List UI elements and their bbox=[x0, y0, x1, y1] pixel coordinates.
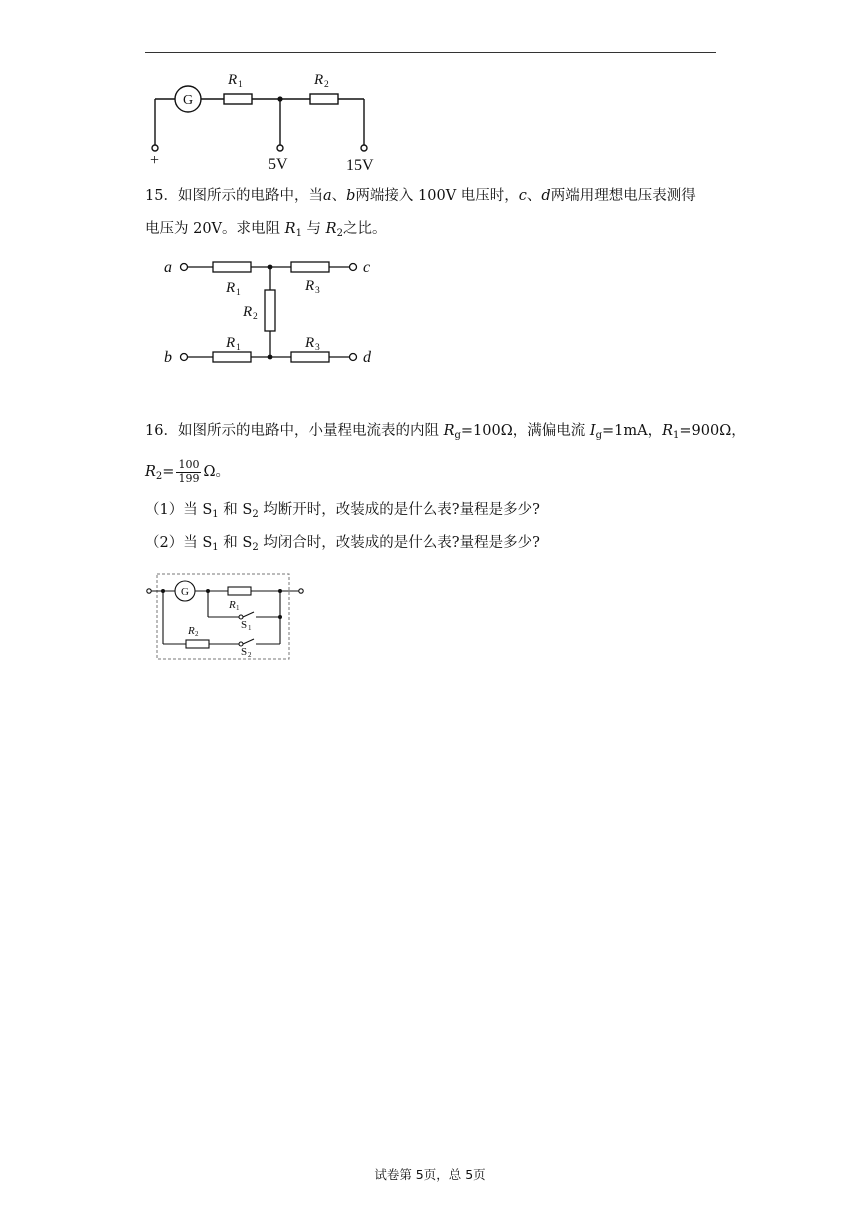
r3-bottom-label: R bbox=[305, 335, 315, 351]
header-rule bbox=[145, 52, 716, 53]
switch-s2-label: S bbox=[241, 646, 248, 658]
terminal-15v bbox=[361, 145, 367, 151]
svg-text:1: 1 bbox=[248, 624, 252, 632]
question-15-line-2: 电压为 20V。求电阻 $R_1$ 与 $R_2$之比。 bbox=[145, 221, 387, 239]
circuit-figure-14 bbox=[140, 62, 400, 177]
plus-terminal-label: + bbox=[150, 152, 160, 169]
junction-dot bbox=[277, 96, 282, 101]
svg-text:1: 1 bbox=[236, 288, 241, 298]
galvanometer-label: G bbox=[181, 586, 189, 598]
question-15-line-1: 15．如图所示的电路中，当a、b两端接入 100V 电压时，c、d两端用理想电压表测得 bbox=[145, 188, 696, 204]
svg-text:2: 2 bbox=[248, 651, 252, 659]
terminal-5v-label: 5V bbox=[268, 156, 288, 173]
terminal-plus bbox=[152, 145, 158, 151]
svg-text:2: 2 bbox=[253, 312, 258, 322]
switch-s2-blade bbox=[243, 639, 254, 644]
r2-label: R bbox=[243, 304, 253, 320]
resistor-r1-symbol bbox=[224, 94, 252, 104]
r1-label: R bbox=[228, 72, 238, 88]
r1-top-label: R bbox=[226, 280, 236, 296]
question-16-part-2: （2）当 $S_1$ 和 $S_2$ 均闭合时，改装成的是什么表?量程是多少? bbox=[145, 535, 540, 553]
terminal-15v-label: 15V bbox=[346, 157, 374, 174]
galvanometer-label: G bbox=[182, 93, 194, 108]
svg-text:3: 3 bbox=[315, 286, 320, 296]
switch-s1-label: S bbox=[241, 619, 248, 631]
resistor-r2-symbol bbox=[310, 94, 338, 104]
fraction: $\frac{100}{199}$ bbox=[178, 457, 200, 485]
svg-text:3: 3 bbox=[315, 343, 320, 353]
switch-s1-blade bbox=[243, 612, 254, 617]
terminal-b-label: b bbox=[164, 349, 172, 366]
r1-label: R bbox=[229, 599, 236, 611]
r2-label: R bbox=[188, 625, 195, 637]
r1-bottom-label: R bbox=[226, 335, 236, 351]
question-number: 15． bbox=[145, 188, 178, 204]
question-number: 16． bbox=[145, 423, 178, 439]
terminal-d-label: d bbox=[363, 349, 371, 366]
terminal-c-label: c bbox=[363, 259, 371, 276]
page-footer: 试卷第 5页，总 5页 bbox=[374, 1167, 486, 1182]
svg-text:2: 2 bbox=[195, 630, 199, 638]
question-16-line-1: 16．如图所示的电路中，小量程电流表的内阻 $R_g=100\Omega$，满偏电流 $I_g=1mA$，$R_1=900\Omega$， bbox=[145, 423, 746, 441]
terminal-a-label: a bbox=[164, 259, 172, 276]
question-16-part-1: （1）当 $S_1$ 和 $S_2$ 均断开时，改装成的是什么表?量程是多少? bbox=[145, 502, 540, 520]
resistor-r2-symbol bbox=[186, 640, 209, 648]
r2-label: R bbox=[314, 72, 324, 88]
circuit-figure-16 bbox=[144, 570, 309, 665]
question-16-line-2: $R_2=$ $\frac{100}{199}$ Ω。 bbox=[145, 457, 230, 485]
svg-text:1: 1 bbox=[236, 604, 240, 612]
r2-subscript: 2 bbox=[324, 80, 329, 90]
r1-subscript: 1 bbox=[238, 80, 243, 90]
r3-top-label: R bbox=[305, 278, 315, 294]
terminal-5v bbox=[277, 145, 283, 151]
svg-text:1: 1 bbox=[236, 343, 241, 353]
circuit-figure-15 bbox=[155, 250, 395, 375]
resistor-r1-symbol bbox=[228, 587, 251, 595]
